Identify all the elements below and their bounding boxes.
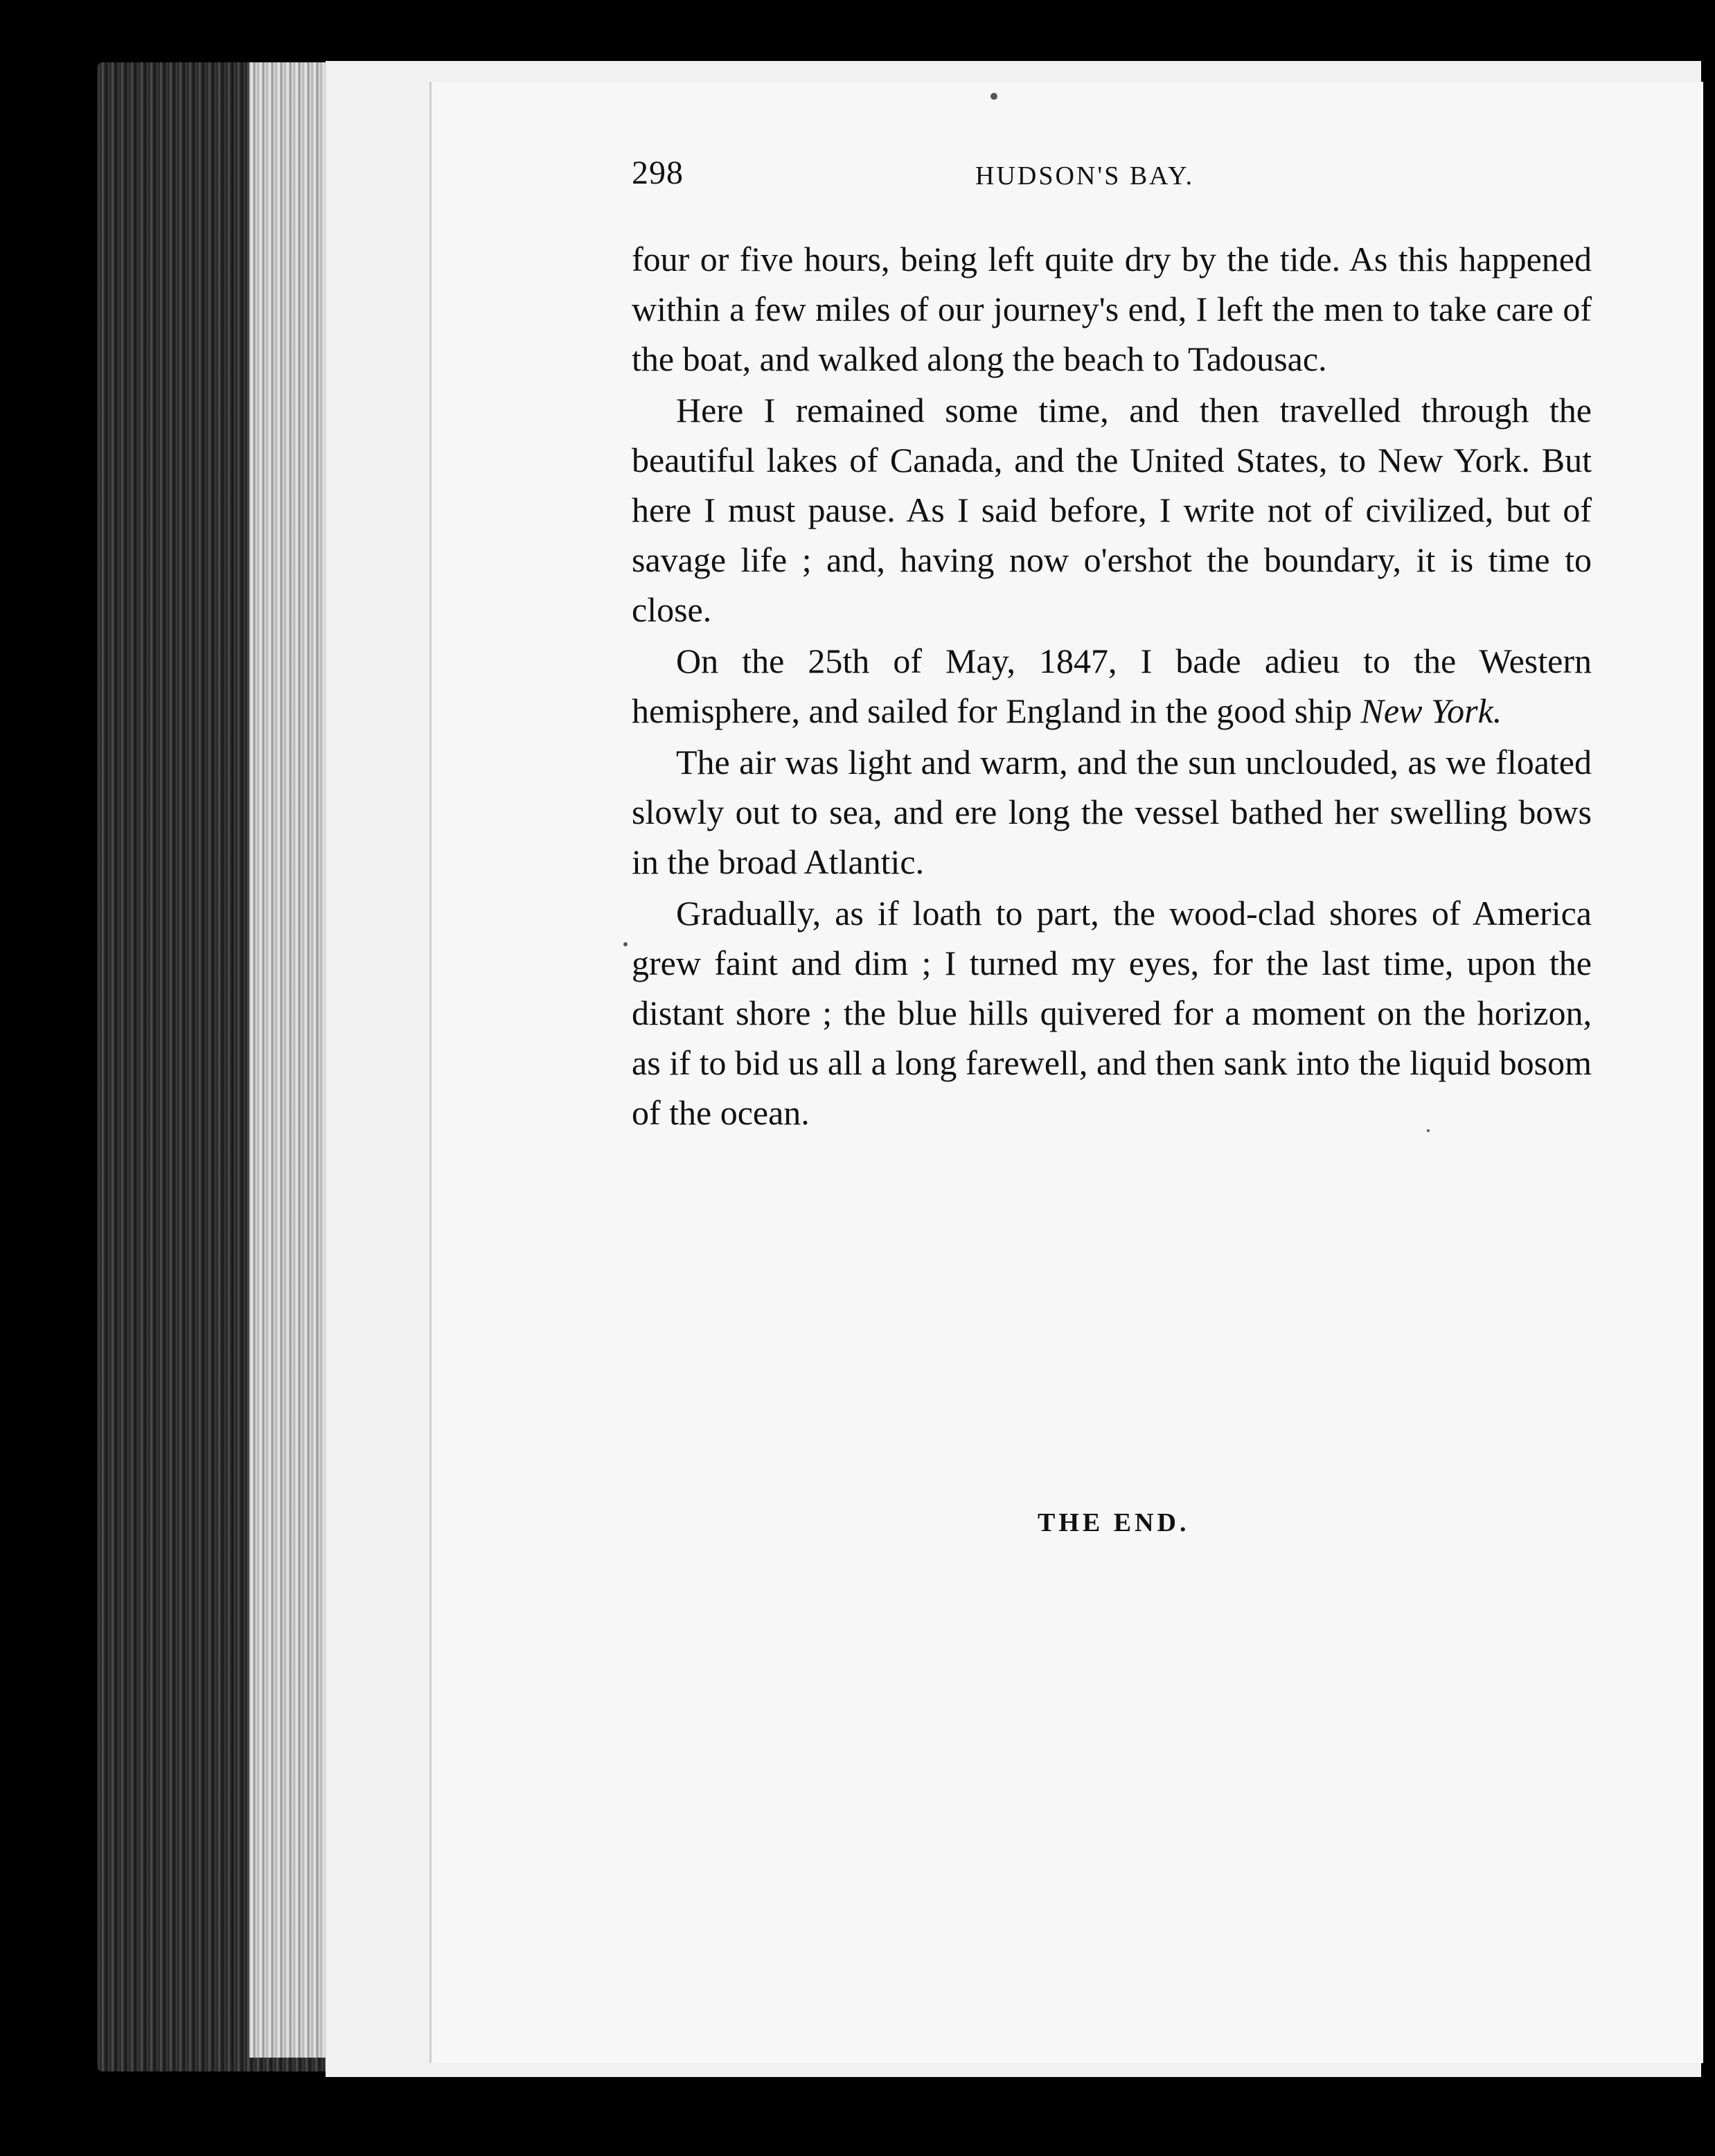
- scan-speck: [1427, 1129, 1430, 1132]
- ship-name: New York.: [1360, 691, 1502, 730]
- scan-speck: [623, 942, 628, 946]
- page-number: 298: [632, 154, 684, 191]
- closing-mark: THE END.: [1038, 1508, 1190, 1537]
- running-head: [632, 154, 1588, 202]
- paragraph-5: Gradually, as if loath to part, the wood-clad shores of America grew faint and dim ; I turned my eyes, for the last time, upon the distant shore ; the blue hills quivered for a moment on the horizon, as if to bid us all a long farewell, and then sank into the liquid bosom of the ocean.: [632, 894, 1592, 1132]
- paragraph-3-text: On the 25th of May, 1847, I bade adieu to the Western hemisphere, and sailed for England in the good ship: [632, 642, 1592, 730]
- paragraph-4: The air was light and warm, and the sun unclouded, as we floated slowly out to sea, and ere long the vessel bathed her swelling bows in the broad Atlantic.: [632, 743, 1592, 881]
- paragraph-2: Here I remained some time, and then travelled through the beautiful lakes of Canada, and the United States, to New York. But here I must pause. As I said before, I write not of civilized, but of savage life ; and, having now o'ershot the boundary, it is time to close.: [632, 391, 1592, 629]
- paragraph-3: [632, 636, 1592, 736]
- scan-speck: [990, 93, 997, 100]
- running-title: HUDSON'S BAY.: [975, 161, 1195, 191]
- paragraph-1: four or five hours, being left quite dry by the tide. As this happened within a few miles of our journey's end, I left the men to take care of the boat, and walked along the beach to Tadousac.: [632, 240, 1592, 378]
- body-text: [632, 234, 1592, 1138]
- page-stack-edge: [249, 62, 332, 2058]
